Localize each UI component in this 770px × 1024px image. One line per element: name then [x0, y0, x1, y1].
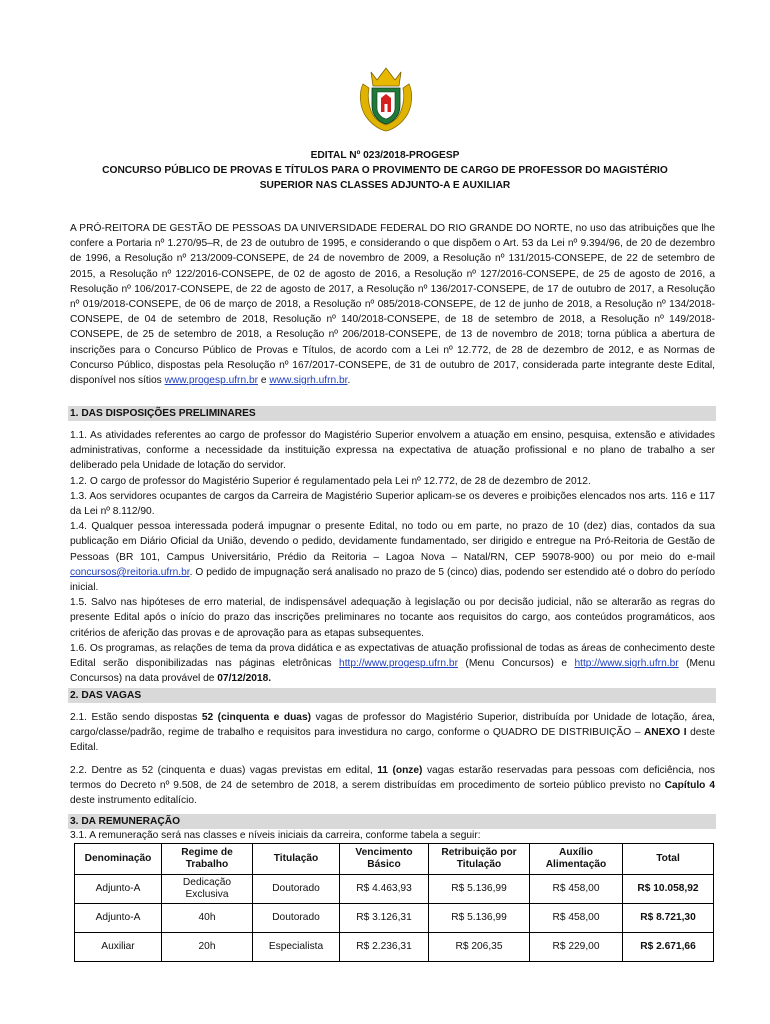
paragraph-1-5: 1.5. Salvo nas hipóteses de erro material, de indispensável adequação à legislação ou por decisão judicial, não se alterarão as regras do presente Edital após o início do prazo das inscrições preliminares no tocante aos requisitos do cargo, aos conteúdos programáticos, aos critérios de aferição das provas e de aprovação para as etapas subsequentes. — [70, 597, 715, 639]
paragraph-3-1: 3.1. A remuneração será nas classes e níveis iniciais da carreira, conforme tabela a seguir: — [70, 830, 481, 841]
edital-subtitle-line1: CONCURSO PÚBLICO DE PROVAS E TÍTULOS PARA O PROVIMENTO DE CARGO DE PROFESSOR DO MAGISTÉRIO — [102, 165, 668, 176]
table-cell: Doutorado — [253, 904, 340, 933]
table-cell: R$ 458,00 — [530, 904, 623, 933]
column-header: Regime de Trabalho — [162, 844, 253, 875]
reserved-vacancy-count: 11 (onze) — [377, 765, 423, 776]
intro-conjunction: e — [258, 375, 270, 387]
table-cell: Adjunto-A — [75, 875, 162, 904]
remuneration-table — [74, 843, 714, 962]
paragraph-1-4-text-end: . O pedido de impugnação será analisado no prazo de 5 (cinco) dias, podendo ser estendido até o dobro do período inicial. — [70, 566, 715, 594]
table-cell: R$ 5.136,99 — [429, 875, 530, 904]
paragraph-2-2-text-mid: vagas estarão reservadas para pessoas com deficiência, nos termos do Decreto nº 9.508, de 24 de setembro de 2018, a serem distribuídas em procedimento de sorteio público previsto no — [70, 765, 715, 792]
paragraph-2-2 — [70, 763, 715, 809]
paragraph-1-2: 1.2. O cargo de professor do Magistério Superior é regulamentado pela Lei nº 12.772, de 28 de dezembro de 2012. — [70, 475, 591, 487]
column-header: Denominação — [75, 844, 162, 875]
sigrh-link[interactable]: www.sigrh.ufrn.br — [269, 375, 348, 387]
sigrh-url-link[interactable]: http://www.sigrh.ufrn.br — [574, 658, 679, 670]
paragraph-1-3: 1.3. Aos servidores ocupantes de cargos da Carreira de Magistério Superior aplicam-se os deveres e proibições elencados nos arts. 116 e 117 da Lei nº 8.112/90. — [70, 490, 715, 518]
table-cell-total: R$ 2.671,66 — [623, 933, 714, 962]
table-cell: R$ 3.126,31 — [340, 904, 429, 933]
progesp-link[interactable]: www.progesp.ufrn.br — [164, 375, 259, 387]
ufrn-crest-logo — [357, 62, 415, 132]
table-cell: Dedicação Exclusiva — [162, 875, 253, 904]
table-cell: R$ 2.236,31 — [340, 933, 429, 962]
vacancy-count: 52 (cinquenta e duas) — [201, 712, 312, 723]
table-cell: Doutorado — [253, 875, 340, 904]
column-header: Total — [623, 844, 714, 875]
column-header: Titulação — [253, 844, 340, 875]
impugnation-email-link[interactable]: concursos@reitoria.ufrn.br — [70, 566, 190, 578]
paragraph-1-6-text: 1.6. Os programas, as relações de tema da prova didática e as expectativas de atuação profissional de todas as áreas de conhecimento deste Edital serão disponibilizadas nas páginas eletrônicas — [70, 642, 715, 670]
edital-title: EDITAL Nº 023/2018-PROGESP — [310, 150, 460, 161]
paragraph-1-6 — [70, 641, 715, 687]
table-row — [75, 875, 714, 904]
section-2-title: 2. DAS VAGAS — [68, 688, 716, 703]
paragraph-2-2-text-end: deste instrumento editalício. — [70, 795, 197, 807]
intro-text: A PRÓ-REITORA DE GESTÃO DE PESSOAS DA UNIVERSIDADE FEDERAL DO RIO GRANDE DO NORTE, no uso das atribuições que lhe confere a Portaria nº 1.270/95–R, de 23 de outubro de 1995, e considerando o que dispõem o Art. 53 da Lei nº 9.394/96, de 20 de dezembro de 1996, a Resolução nº 213/2009-CONSEPE, de 24 de novembro de 2009, a Resolução nº 131/2015-CONSEPE, de 22 de setembro de 2015, a Resolução nº 122/2016-CONSEPE, de 02 de agosto de 2016, a Resolução nº 127/2016-CONSEPE, de 25 de agosto de 2016, a Resolução nº 106/2017-CONSEPE, de 22 de agosto de 2017, a Resolução nº 136/2017-CONSEPE, de 17 de outubro de 2017, a Resolução nº 019/2018-CONSEPE, de 06 de março de 2018, a Resolução nº 085/2018-CONSEPE, de 12 de junho de 2018, a Resolução nº 134/2018-CONSEPE, de 04 de setembro de 2018, Resolução nº 140/2018-CONSEPE, de 18 de setembro de 2018, a Resolução nº 149/2018-CONSEPE, de 25 de setembro de 2018, a Resolução nº 206/2018-CONSEPE, de 13 de novembro de 2018; torna pública a abertura de inscrições para o Concurso Público de Provas e Títulos, de acordo com a Lei nº 12.772, de 28 de dezembro de 2012, e as Normas de Concurso Público, dispostas pela Resolução nº 167/2017-CONSEPE, de 31 de outubro de 2017, considerada parte integrante deste Edital, disponível nos sítios — [70, 223, 715, 387]
table-cell: R$ 4.463,93 — [340, 875, 429, 904]
column-header: Vencimento Básico — [340, 844, 429, 875]
table-cell: Auxiliar — [75, 933, 162, 962]
intro-end: . — [347, 375, 351, 387]
table-cell: Adjunto-A — [75, 904, 162, 933]
edital-subtitle-line2: SUPERIOR NAS CLASSES ADJUNTO-A E AUXILIAR — [259, 180, 511, 191]
table-cell-total: R$ 8.721,30 — [623, 904, 714, 933]
table-cell: R$ 206,35 — [429, 933, 530, 962]
paragraph-1-1: 1.1. As atividades referentes ao cargo de professor do Magistério Superior envolvem a atuação em ensino, pesquisa, extensão e atividades administrativas, conforme a necessidade da instituição expressa na expectativa de atuação profissional e no plano de trabalho a ser deliberado pela Unidade de lotação do servidor. — [70, 430, 715, 472]
chapter-reference: Capítulo 4 — [664, 780, 715, 792]
section-1-title: 1. DAS DISPOSIÇÕES PRELIMINARES — [68, 406, 716, 421]
paragraph-1-4-text: 1.4. Qualquer pessoa interessada poderá impugnar o presente Edital, no todo ou em parte, no prazo de 10 (dez) dias, contados da sua publicação em Diário Oficial da União, devendo o pedido, devidamente fundamentado, ser dirigido e entregue na Pró-Reitoria de Gestão de Pessoas (BR 101, Campus Universitário, Prédio da Reitoria – Lagoa Nova – Natal/RN, CEP 59078-900) ou por meio do e-mail — [70, 521, 715, 563]
column-header: Retribuição por Titulação — [429, 844, 530, 875]
table-header-row — [75, 844, 714, 875]
publication-date: 07/12/2018. — [217, 673, 272, 685]
table-row — [75, 933, 714, 962]
intro-paragraph — [70, 221, 715, 388]
progesp-url-link[interactable]: http://www.progesp.ufrn.br — [339, 658, 458, 670]
column-header: Auxílio Alimentação — [530, 844, 623, 875]
table-cell: Especialista — [253, 933, 340, 962]
paragraph-2-1-text-end: deste Edital. — [70, 727, 715, 754]
table-cell: R$ 458,00 — [530, 875, 623, 904]
paragraph-2-1-text-mid: vagas de professor do Magistério Superior, distribuída por Unidade de lotação, área, cargo/classe/padrão, regime de trabalho e requisitos para investidura no cargo, conforme o QUADRO DE DISTRIBUIÇÃO – — [70, 712, 715, 739]
table-row — [75, 904, 714, 933]
paragraph-1-6-menu: (Menu Concursos) e — [457, 658, 575, 670]
paragraph-2-1-text: 2.1. Estão sendo dispostas — [70, 712, 202, 723]
paragraph-1-4 — [70, 519, 715, 595]
annex-reference: ANEXO I — [643, 727, 687, 739]
table-cell: 40h — [162, 904, 253, 933]
section-1-body — [70, 428, 715, 686]
table-cell: R$ 5.136,99 — [429, 904, 530, 933]
paragraph-1-6-text-end: (Menu Concursos) na data provável de — [70, 658, 715, 685]
paragraph-2-1 — [70, 710, 715, 756]
table-cell: 20h — [162, 933, 253, 962]
paragraph-2-2-text: 2.2. Dentre as 52 (cinquenta e duas) vagas previstas em edital, — [70, 765, 378, 776]
table-cell: R$ 229,00 — [530, 933, 623, 962]
section-3-title: 3. DA REMUNERAÇÃO — [68, 814, 716, 829]
table-cell-total: R$ 10.058,92 — [623, 875, 714, 904]
